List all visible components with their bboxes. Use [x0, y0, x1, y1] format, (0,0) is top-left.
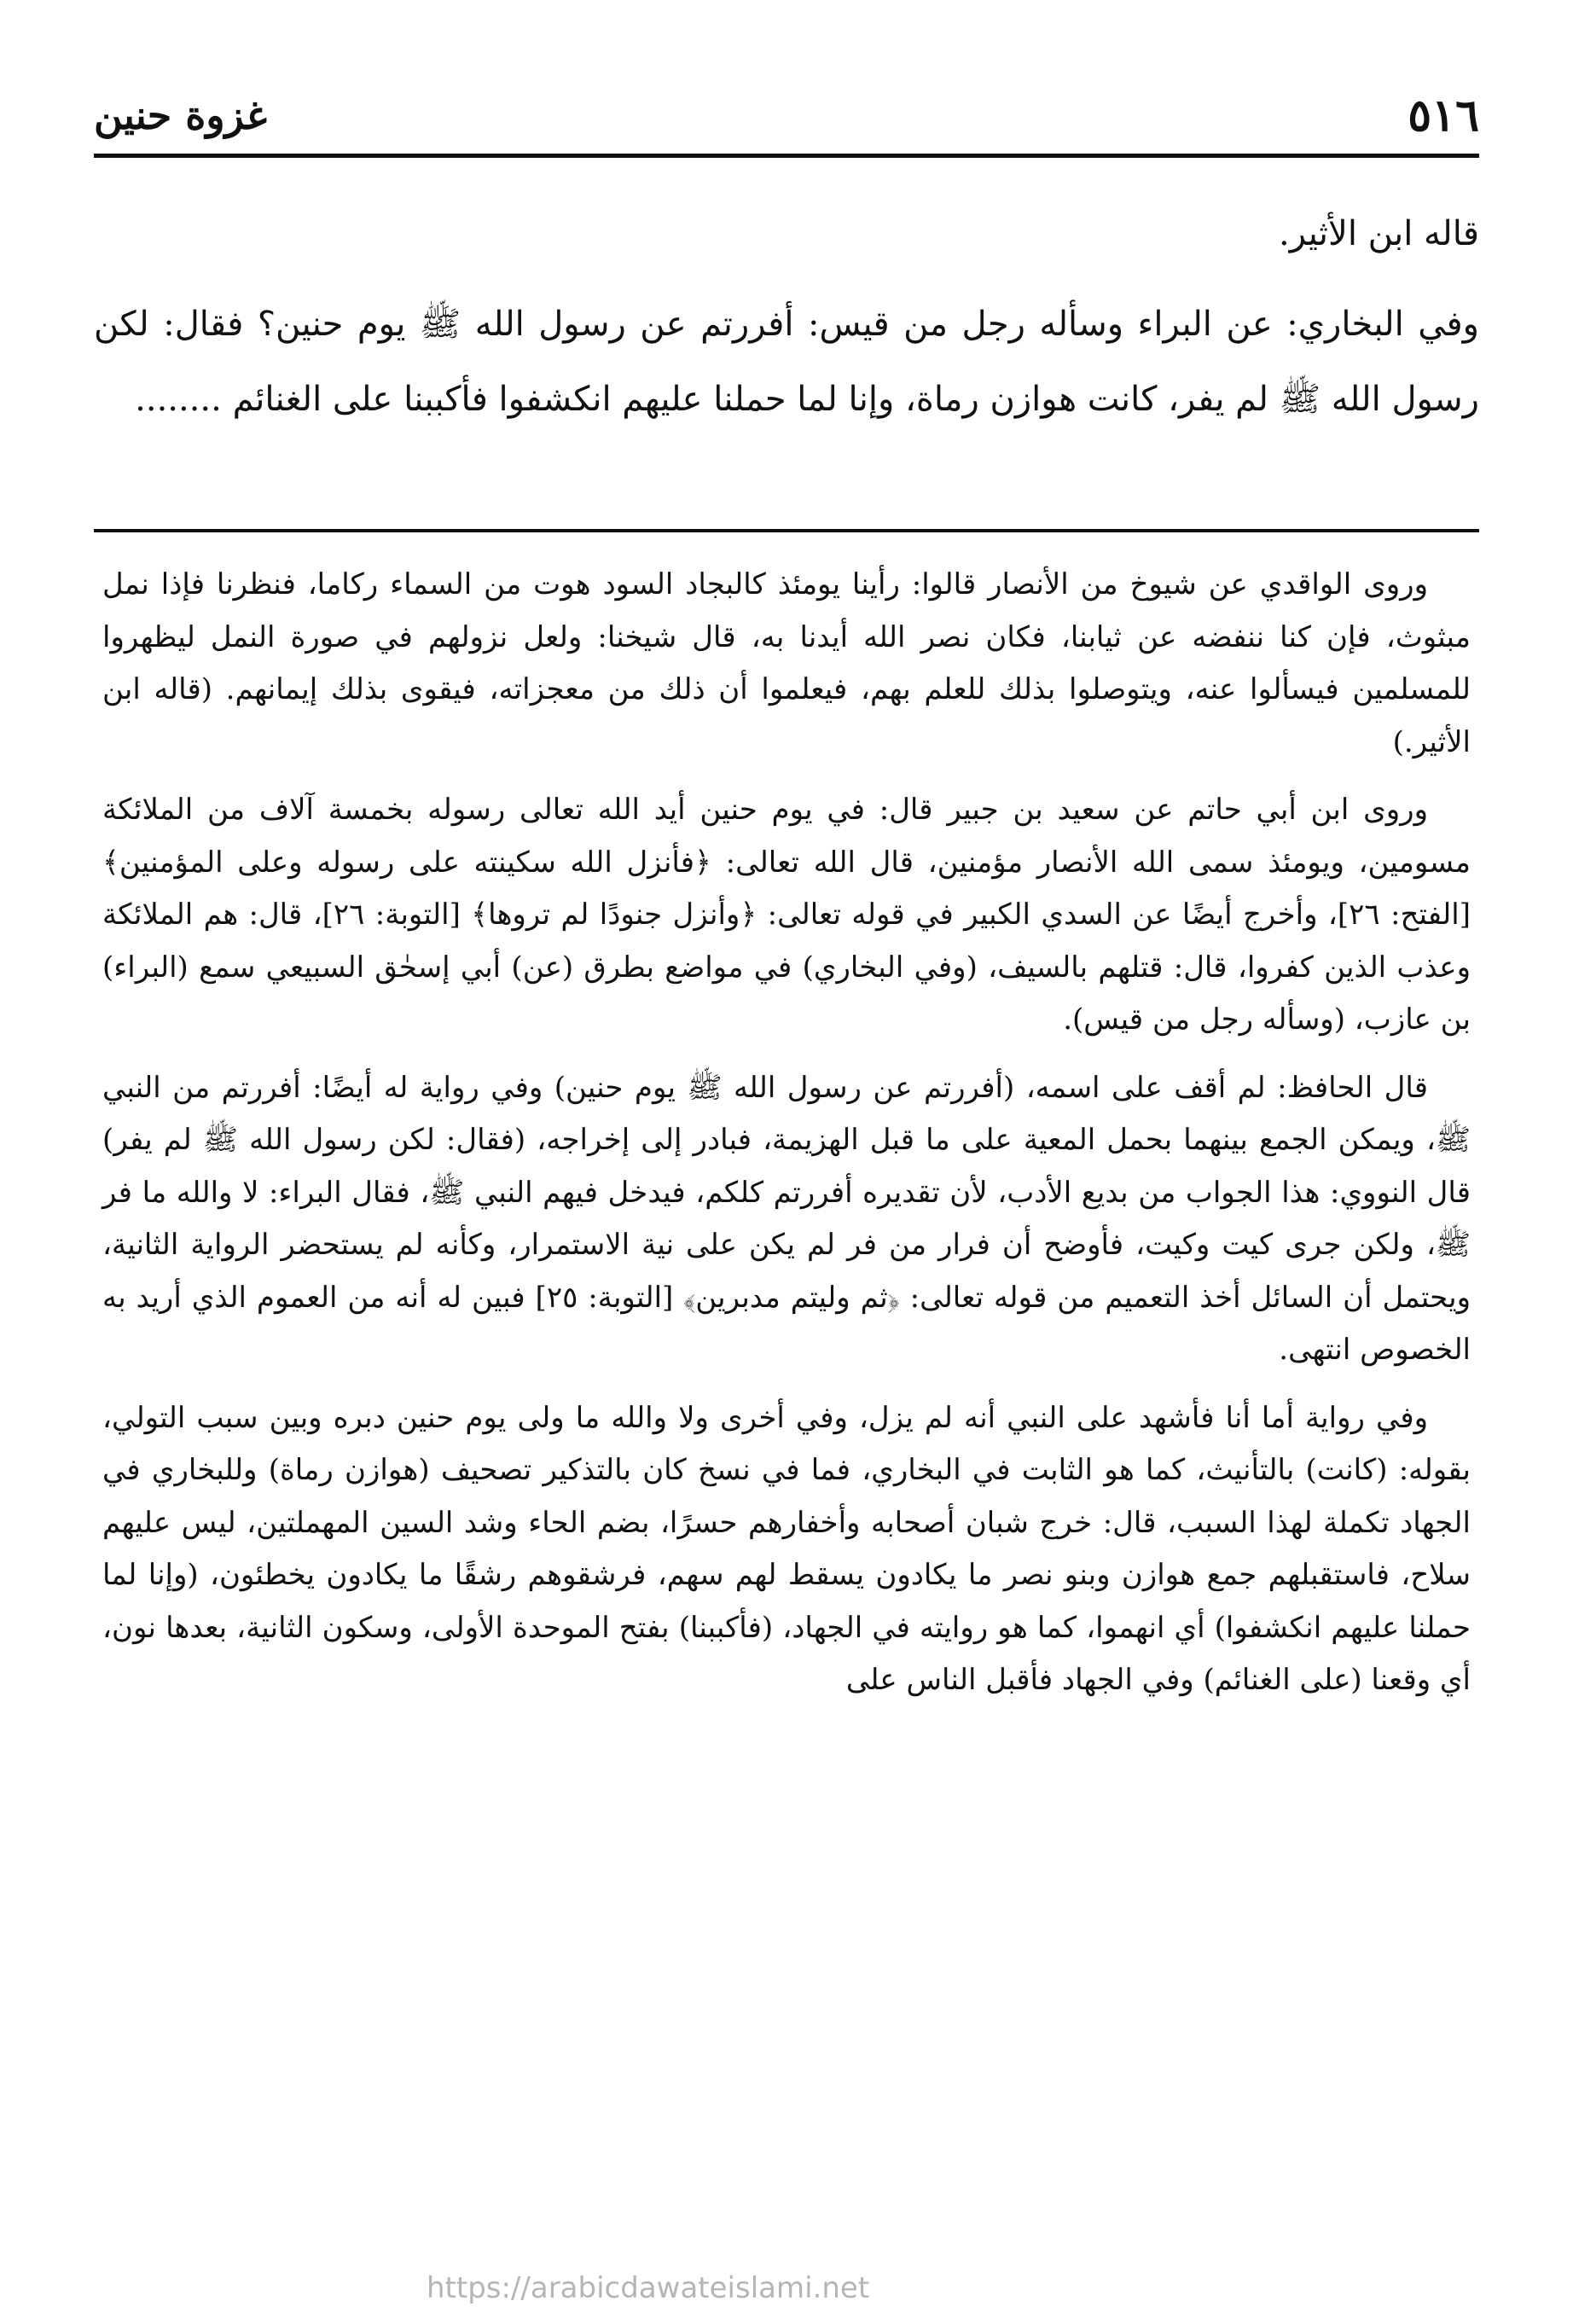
commentary-paragraph: وروى ابن أبي حاتم عن سعيد بن جبير قال: في يوم حنين أيد الله تعالى رسوله بخمسة آلاف من الملائكة مسومين، ويومئذ سمى الله الأنصار مؤمنين، قال الله تعالى: ﴿فأنزل الله سكينته على رسوله وعلى المؤمنين﴾ [الفتح: ٢٦]، وأخرج أيضًا عن السدي الكبير في قوله تعالى: ﴿وأنزل جنودًا لم تروها﴾ [التوبة: ٢٦]، قال: هم الملائكة وعذب الذين كفروا، قال: قتلهم بالسيف، (وفي البخاري) في مواضع بطرق (عن) أبي إسحٰق السبيعي سمع (البراء) بن عازب، (وسأله رجل من قيس).: [102, 793, 1471, 1037]
header-divider: [94, 154, 1479, 158]
watermark-url: https://arabicdawateislami.net: [427, 2271, 870, 2305]
commentary-text: [102, 559, 1471, 1707]
matn-divider: [94, 529, 1479, 532]
main-text: [94, 196, 1479, 437]
page-header: [94, 81, 1479, 149]
matn-line-2: وفي البخاري: عن البراء وسأله رجل من قيس: أفررتم عن رسول الله ﷺ يوم حنين؟ فقال: لكن رسول الله ﷺ لم يفر، كانت هوازن رماة، وإنا لما حملنا عليهم انكشفوا فأكببنا على الغنائم ........: [94, 305, 1479, 419]
page-number: ٥١٦: [1408, 89, 1479, 142]
commentary-paragraph: قال الحافظ: لم أقف على اسمه، (أفررتم عن رسول الله ﷺ يوم حنين) وفي رواية له أيضًا: أفررتم من النبي ﷺ، ويمكن الجمع بينهما بحمل المعية على ما قبل الهزيمة، فبادر إلى إخراجه، (فقال: لكن رسول الله ﷺ لم يفر) قال النووي: هذا الجواب من بديع الأدب، لأن تقديره أفررتم كلكم، فيدخل فيهم النبي ﷺ، فقال البراء: لا والله ما فر ﷺ، ولكن جرى كيت وكيت، فأوضح أن فرار من فر لم يكن على نية الاستمرار، وكأنه لم يستحضر الرواية الثانية، ويحتمل أن السائل أخذ التعميم من قوله تعالى: ﴿ثم وليتم مدبرين﴾ [التوبة: ٢٥] فبين له أنه من العموم الذي أريد به الخصوص انتهى.: [102, 1070, 1471, 1367]
chapter-title: غزوة حنين: [94, 92, 267, 138]
commentary-paragraph: وروى الواقدي عن شيوخ من الأنصار قالوا: رأينا يومئذ كالبجاد السود هوت من السماء ركاما، فنظرنا فإذا نمل مبثوث، فإن كنا ننفضه عن ثيابنا، فكان نصر الله أيدنا به، قال شيخنا: ولعل نزولهم في صورة النمل ليظهروا للمسلمين فيسألوا عنه، ويتوصلوا بذلك للعلم بهم، فيعلموا أن ذلك من معجزاته، فيقوى بذلك إيمانهم. (قاله ابن الأثير.): [102, 567, 1471, 759]
matn-line-1: قاله ابن الأثير.: [1279, 214, 1479, 253]
commentary-paragraph: وفي رواية أما أنا فأشهد على النبي أنه لم يزل، وفي أخرى ولا والله ما ولى يوم حنين دبره وبين سبب التولي، بقوله: (كانت) بالتأنيث، كما هو الثابت في البخاري، فما في نسخ كان بالتذكير تصحيف (هوازن رماة) وللبخاري في الجهاد تكملة لهذا السبب، قال: خرج شبان أصحابه وأخفارهم حسرًا، بضم الحاء وشد السين المهملتين، ليس عليهم سلاح، فاستقبلهم جمع هوازن وبنو نصر ما يكادون يسقط لهم سهم، فرشقوهم رشقًا ما يكادون يخطئون، (وإنا لما حملنا عليهم انكشفوا) أي انهموا، كما هو روايته في الجهاد، (فأكببنا) بفتح الموحدة الأولى، وسكون الثانية، بعدها نون، أي وقعنا (على الغنائم) وفي الجهاد فأقبل الناس على: [102, 1400, 1471, 1697]
